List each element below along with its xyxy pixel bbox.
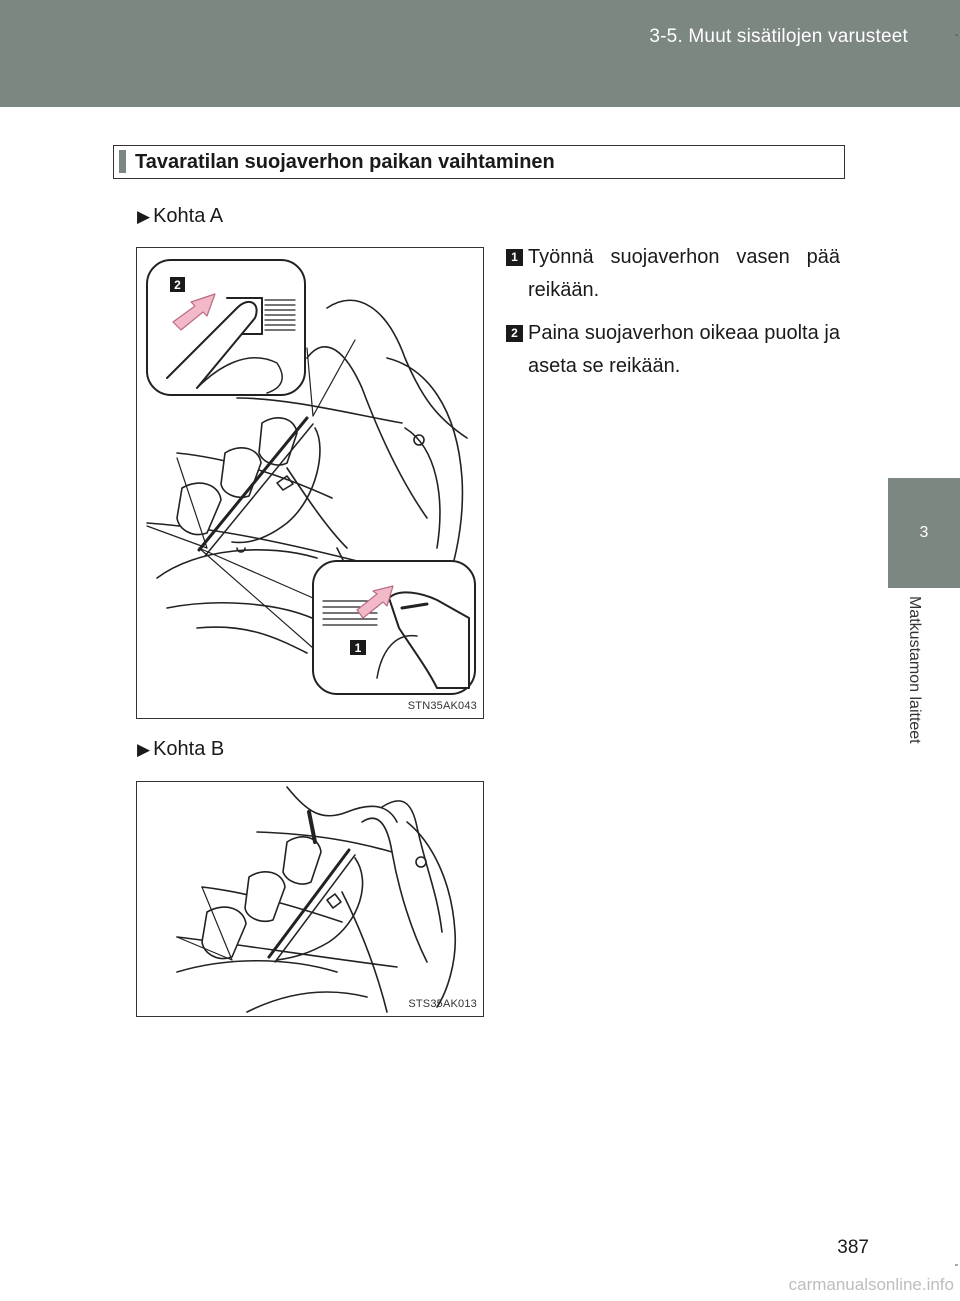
position-a-text: Kohta A [153,205,224,227]
figure-position-b [136,781,484,1017]
step-number-badge: 1 [506,249,523,266]
watermark[interactable]: carmanualsonline.info [788,1275,954,1294]
step-number-badge: 2 [506,325,523,342]
chapter-number: 3 [919,524,929,541]
figure-b-code: STS35AK013 [408,998,477,1010]
page-number: 387 [837,1237,869,1258]
section-title: Tavaratilan suojaverhon paikan vaihtaminen [135,151,555,173]
steps-list [506,241,840,383]
callout-1: 1 [354,641,362,655]
step-text: Paina suojaverhon oikeaa puolta ja aseta se reikään. [528,322,840,377]
step-text: Työnnä suojaverhon vasen pää reikään. [528,246,840,301]
section-title-box [113,145,845,179]
cargo-cover-illustration-a [137,248,485,720]
position-b-text: Kohta B [153,738,225,760]
step-item [506,241,840,307]
figure-a-code: STN35AK043 [407,700,477,712]
figure-position-a [136,247,484,719]
callout-2: 2 [174,278,181,292]
chapter-number-tab[interactable] [888,478,960,588]
triangle-marker-icon: ▶ [137,740,151,759]
triangle-marker-icon: ▶ [137,207,151,226]
position-a-label [137,205,223,228]
title-accent-bar [119,150,126,173]
section-header: 3-5. Muut sisätilojen varusteet [649,26,908,47]
cargo-cover-illustration-b [137,782,485,1018]
chapter-title: Matkustamon laitteet [906,596,923,744]
step-item [506,317,840,383]
header-band [0,0,960,107]
position-b-label [137,738,224,761]
